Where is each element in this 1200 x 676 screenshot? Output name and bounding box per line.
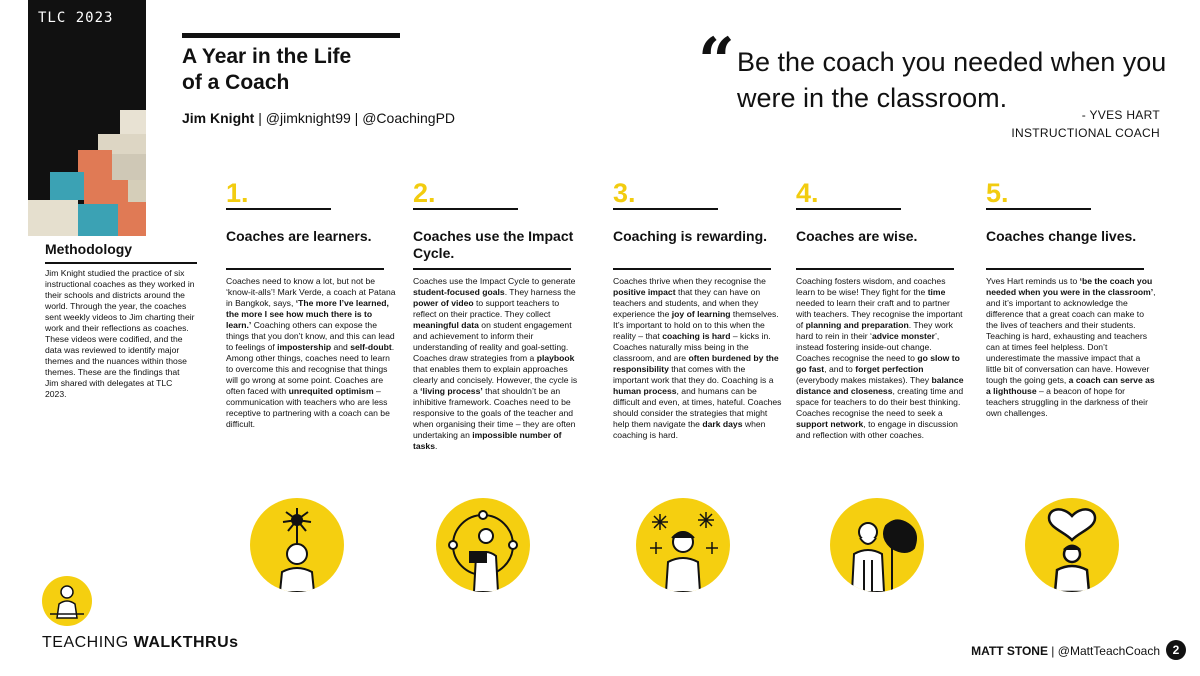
finding-heading-rule [413, 268, 571, 270]
logo-text-light: TEACHING [42, 634, 134, 651]
finding-heading-rule [613, 268, 771, 270]
title-line-2: of a Coach [182, 71, 290, 94]
page-title [182, 44, 412, 96]
pull-quote: Be the coach you needed when you were in the classroom. [737, 47, 1167, 113]
walkthrus-logo-icon [42, 576, 92, 626]
finding-body: Yves Hart reminds us to ‘be the coach you needed when you were in the classroom’, and it’s important to acknowledge the difference that a great coach can make to the lives of teachers and their students. Teaching is hard, exhausting and teachers can at times feel helpless. Don’t underestimate the massive impact that a little bit of conversation can have. However tough the going gets, a coach can serve as a lighthouse – a beacon of hope for teachers struggling in the darkness of their own challenges. [986, 276, 1156, 418]
author-handle: @jimknight99 [265, 110, 351, 126]
byline [182, 110, 455, 126]
wise-illustration-icon [830, 498, 924, 592]
finding-1 [226, 178, 396, 430]
finding-2 [413, 178, 583, 452]
heart-illustration-icon [1025, 498, 1119, 592]
event-banner [28, 0, 146, 236]
methodology-heading: Methodology [45, 241, 133, 257]
author-name: Jim Knight [182, 110, 255, 126]
logo-text-bold: WALKTHRUs [133, 634, 239, 651]
footer-author: MATT STONE [971, 644, 1048, 658]
finding-heading-rule [986, 268, 1144, 270]
finding-heading-rule [226, 268, 384, 270]
quote-author-role: INSTRUCTIONAL COACH [1011, 126, 1160, 140]
methodology-rule [45, 262, 197, 264]
finding-number-rule [796, 208, 901, 210]
learner-illustration-icon [250, 498, 344, 592]
page-number-badge: 2 [1166, 640, 1186, 660]
finding-body: Coaching fosters wisdom, and coaches learn to be wise! They fight for the time needed to learn their craft and to partner with teachers. They recognise the important of planning and preparation. They work hard to rein in their ‘advice monster’, instead fostering inside-out change. Coaches recognise the need to go slow to go fast, and to forget perfection (everybody makes mistakes). They balance distance and closeness, creating time and space for teachers to do their best thinking. Coaches recognise the need to seek a support network, to engage in discussion and reflection with other coaches. [796, 276, 964, 440]
banner-collage [28, 0, 146, 236]
title-rule [182, 33, 400, 38]
finding-number-rule [986, 208, 1091, 210]
finding-number: 4. [796, 178, 819, 208]
finding-number: 2. [413, 178, 436, 208]
finding-heading-rule [796, 268, 954, 270]
finding-number: 1. [226, 178, 249, 208]
finding-heading: Coaches use the Impact Cycle. [413, 228, 574, 261]
finding-heading: Coaches change lives. [986, 228, 1137, 244]
finding-number: 5. [986, 178, 1009, 208]
quote-attribution [1011, 106, 1160, 142]
finding-body: Coaches need to know a lot, but not be ‘know-it-alls’! Mark Verde, a coach at Patana in Bangkok, says, ‘The more I’ve learned, the more I see how much there is to learn.’ Coaching others can expose the things that you don’t know, and this can lead to feelings of impostership and self-doubt. Among other things, coaches need to learn to overcome this and recognise that things will go wrong at some point. Coaches are often faced with unrequited optimism – communication with teachers who are less receptive to partnering with a coach can be difficult. [226, 276, 396, 429]
quote-author: - YVES HART [1081, 108, 1160, 122]
finding-4 [796, 178, 966, 441]
finding-heading: Coaches are learners. [226, 228, 372, 244]
finding-number-rule [226, 208, 331, 210]
impact-cycle-illustration-icon [436, 498, 530, 592]
title-line-1: A Year in the Life [182, 45, 352, 68]
footer-separator: | [1047, 644, 1058, 658]
byline-separator: | [254, 110, 266, 126]
finding-body: Coaches thrive when they recognise the positive impact that they can have on teachers and students, and when they experience the joy of learning themselves. It’s important to hold on to this when the reality – that coaching is hard – kicks in. Coaches naturally miss being in the classroom, and are often burdened by the responsibility that comes with the important work that they do. Coaching is a human process, and humans can be difficult and even, at times, hateful. Coaches should consider the strategies that might help them navigate the dark days when coaching is hard. [613, 276, 782, 440]
footer-credit [971, 644, 1160, 658]
finding-heading: Coaches are wise. [796, 228, 918, 244]
footer-handle: @MattTeachCoach [1057, 644, 1160, 658]
finding-number-rule [613, 208, 718, 210]
methodology-text: Jim Knight studied the practice of six instructional coaches as they worked in their schools and districts around the world. Through the year, the coaches sent weekly videos to Jim charting their work and their reflections as coaches. These videos were codified, and the data was reviewed to identify major themes and the nuances within those themes. These are the findings that Jim shared with delegates at TLC 2023. [45, 268, 195, 399]
event-tag: TLC 2023 [38, 10, 114, 26]
rewarding-illustration-icon [636, 498, 730, 592]
org-handle: @CoachingPD [362, 110, 456, 126]
finding-3 [613, 178, 783, 441]
finding-number: 3. [613, 178, 636, 208]
finding-number-rule [413, 208, 518, 210]
finding-heading: Coaching is rewarding. [613, 228, 768, 244]
byline-separator: | [350, 110, 363, 126]
walkthrus-logo [42, 634, 239, 652]
finding-body: Coaches use the Impact Cycle to generate student-focused goals. They harness the power of video to support teachers to reflect on their practice. They collect meaningful data on student engagement and achievement to inform their understanding of reality and goal-setting. Coaches draw strategies from a playbook that enables them to explain approaches clearly and concisely. However, the cycle is a ‘living process’ that shouldn’t be an inhibitive framework. Coaches need to be responsive to the goals of the teacher and when organising their time – they are often undertaking an impossible number of tasks. [413, 276, 578, 451]
finding-5 [986, 178, 1156, 419]
quote-mark-icon: “ [698, 24, 735, 99]
